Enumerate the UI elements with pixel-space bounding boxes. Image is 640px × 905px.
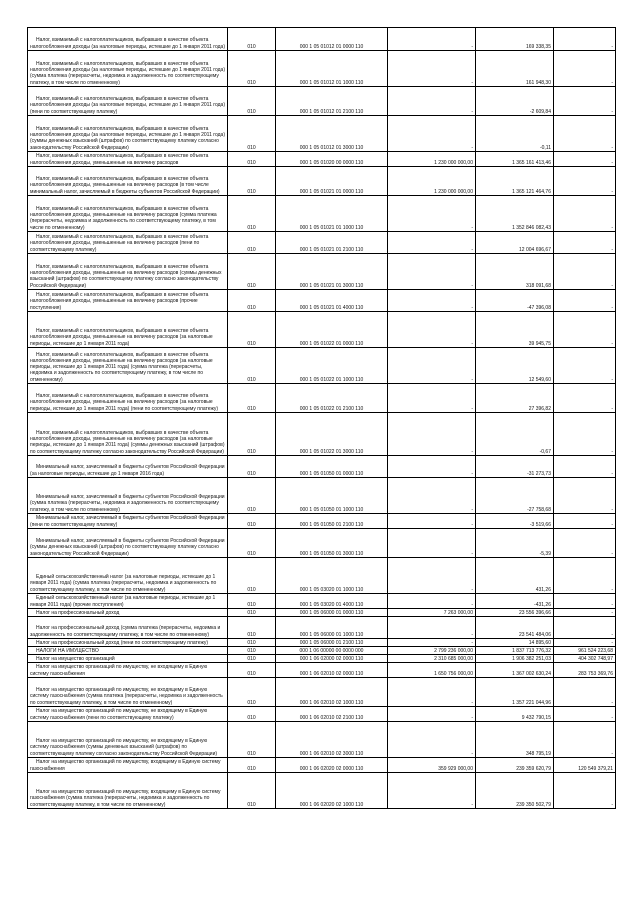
- row-name-cell: [28, 152, 228, 167]
- row-budget-code-cell: 000 1 05 01050 01 0000 110: [276, 456, 388, 478]
- row-executed-cell: 12 549,60: [476, 348, 554, 384]
- row-name-cell: [28, 647, 228, 655]
- row-executed-cell: 14 895,60: [476, 639, 554, 647]
- row-budget-code-cell: 000 1 05 01050 01 2100 110: [276, 514, 388, 529]
- row-line-code-cell: 010: [228, 254, 276, 290]
- row-line-code-cell: 010: [228, 290, 276, 312]
- row-unexecuted-cell: -: [554, 167, 616, 196]
- row-name-cell: [28, 655, 228, 663]
- row-name-text: Минимальный налог, зачисляемый в бюджеты субъектов Российской Федерации (пени по соответствующему платежу): [30, 515, 225, 528]
- row-name-cell: [28, 558, 228, 594]
- row-unexecuted-cell: -: [554, 152, 616, 167]
- table-row: [28, 413, 616, 456]
- row-executed-cell: 1 365 121 464,76: [476, 167, 554, 196]
- row-name-text: Налог, взимаемый с налогоплательщиков, выбравших в качестве объекта налогообложения доходы, уменьшенные на величину расходов (за налоговые периоды, истекшие до 1 января 2011 года) (пени по соответствующему платежу): [30, 393, 219, 412]
- row-executed-cell: 1 365 161 413,46: [476, 152, 554, 167]
- table-row: [28, 384, 616, 413]
- row-approved-plan-cell: 1 230 000 000,00: [388, 167, 476, 196]
- row-executed-cell: 239 350 502,79: [476, 773, 554, 809]
- row-name-cell: [28, 290, 228, 312]
- row-unexecuted-cell: -: [554, 196, 616, 232]
- table-row: [28, 655, 616, 663]
- row-approved-plan-cell: -: [388, 456, 476, 478]
- row-line-code-cell: 010: [228, 758, 276, 773]
- row-line-code-cell: 010: [228, 678, 276, 707]
- row-budget-code-cell: 000 1 06 00000 00 0000 000: [276, 647, 388, 655]
- row-line-code-cell: 010: [228, 558, 276, 594]
- row-name-cell: [28, 758, 228, 773]
- revenue-table: [27, 27, 616, 809]
- row-name-cell: [28, 514, 228, 529]
- row-approved-plan-cell: -: [388, 290, 476, 312]
- revenue-table-body: [28, 28, 616, 809]
- row-budget-code-cell: 000 1 05 01022 01 2100 110: [276, 384, 388, 413]
- row-unexecuted-cell: 961 524 223,68: [554, 647, 616, 655]
- row-approved-plan-cell: 2 310 685 000,00: [388, 655, 476, 663]
- row-line-code-cell: 010: [228, 384, 276, 413]
- row-line-code-cell: 010: [228, 312, 276, 348]
- row-unexecuted-cell: 283 753 369,76: [554, 663, 616, 678]
- row-approved-plan-cell: -: [388, 413, 476, 456]
- row-name-text: Налог на профессиональный доход (пени по соответствующему платежу): [36, 639, 209, 646]
- row-budget-code-cell: 000 1 05 01012 01 2100 110: [276, 87, 388, 116]
- row-executed-cell: 39 945,75: [476, 312, 554, 348]
- row-name-text: Налог на имущество организаций по имуществу, не входящему в Единую систему газоснабжения (суммы денежных взысканий (штрафов) по соответствующему платежу согласно законодательству Российской Федерации): [30, 738, 218, 757]
- table-row: [28, 639, 616, 647]
- row-line-code-cell: 010: [228, 655, 276, 663]
- row-line-code-cell: 010: [228, 722, 276, 758]
- row-unexecuted-cell: -: [554, 707, 616, 722]
- row-budget-code-cell: 000 1 05 03020 01 1000 110: [276, 558, 388, 594]
- row-executed-cell: -431,26: [476, 594, 554, 609]
- row-unexecuted-cell: -: [554, 456, 616, 478]
- row-line-code-cell: 010: [228, 87, 276, 116]
- row-approved-plan-cell: -: [388, 87, 476, 116]
- row-budget-code-cell: 000 1 05 01020 00 0000 110: [276, 152, 388, 167]
- row-name-cell: [28, 529, 228, 558]
- row-name-text: Налог, взимаемый с налогоплательщиков, выбравших в качестве объекта налогообложения доходы (за налоговые периоды, истекшие до 1 января 2011 года) (пени по соответствующему платежу): [30, 96, 225, 115]
- table-row: [28, 196, 616, 232]
- row-name-text: Налог, взимаемый с налогоплательщиков, выбравших в качестве объекта налогообложения доходы, уменьшенные на величину расходов (за налоговые периоды, истекшие до 1 января 2011 года): [30, 328, 213, 347]
- row-budget-code-cell: 000 1 06 02000 02 0000 110: [276, 655, 388, 663]
- row-budget-code-cell: 000 1 05 06000 01 0000 110: [276, 609, 388, 617]
- row-line-code-cell: 010: [228, 707, 276, 722]
- row-approved-plan-cell: 1 650 756 000,00: [388, 663, 476, 678]
- row-line-code-cell: 010: [228, 529, 276, 558]
- row-executed-cell: 431,26: [476, 558, 554, 594]
- row-line-code-cell: 010: [228, 152, 276, 167]
- row-budget-code-cell: 000 1 06 02010 02 2100 110: [276, 707, 388, 722]
- row-approved-plan-cell: -: [388, 478, 476, 514]
- row-name-cell: [28, 254, 228, 290]
- table-row: [28, 617, 616, 639]
- row-name-cell: [28, 232, 228, 254]
- row-unexecuted-cell: -: [554, 594, 616, 609]
- row-executed-cell: 1 357 221 044,96: [476, 678, 554, 707]
- row-name-text: Налог, взимаемый с налогоплательщиков, выбравших в качестве объекта налогообложения доходы, уменьшенные на величину расходов (сумма платежа (перерасчеты, недоимка и задолженность по соответствующему платежу, в том числе по отмененному): [30, 205, 217, 231]
- row-name-text: Налог, взимаемый с налогоплательщиков, выбравших в качестве объекта налогообложения доходы, уменьшенные на величину расходов (пени по соответствующему платежу): [30, 234, 209, 253]
- table-row: [28, 28, 616, 51]
- row-approved-plan-cell: -: [388, 773, 476, 809]
- row-line-code-cell: 010: [228, 594, 276, 609]
- row-unexecuted-cell: -: [554, 28, 616, 51]
- row-approved-plan-cell: 1 230 000 000,00: [388, 152, 476, 167]
- row-approved-plan-cell: 359 929 000,00: [388, 758, 476, 773]
- row-executed-cell: 9 432 790,15: [476, 707, 554, 722]
- row-executed-cell: 23 556 396,66: [476, 609, 554, 617]
- row-name-text: Налог, взимаемый с налогоплательщиков, выбравших в качестве объекта налогообложения доходы, уменьшенные на величину расходов: [30, 153, 209, 166]
- row-name-cell: [28, 722, 228, 758]
- row-unexecuted-cell: -: [554, 87, 616, 116]
- row-name-text: Налог на имущество организаций по имуществу, входящему в Единую систему газоснабжения: [30, 759, 221, 772]
- table-row: [28, 116, 616, 152]
- row-name-text: Налог на профессиональный доход (сумма платежа (перерасчеты, недоимка и задолженность по соответствующему платежу, в том числе по отмененному): [30, 625, 221, 638]
- row-name-cell: [28, 384, 228, 413]
- row-name-text: Налог, взимаемый с налогоплательщиков, выбравших в качестве объекта налогообложения доходы, уменьшенные на величину расходов (прочие поступления): [30, 292, 209, 311]
- row-name-cell: [28, 707, 228, 722]
- row-line-code-cell: 010: [228, 456, 276, 478]
- row-line-code-cell: 010: [228, 663, 276, 678]
- table-row: [28, 87, 616, 116]
- table-row: [28, 167, 616, 196]
- row-line-code-cell: 010: [228, 51, 276, 87]
- row-approved-plan-cell: -: [388, 348, 476, 384]
- row-line-code-cell: 010: [228, 413, 276, 456]
- row-budget-code-cell: 000 1 05 01021 01 4000 110: [276, 290, 388, 312]
- row-approved-plan-cell: -: [388, 594, 476, 609]
- row-executed-cell: 348 795,19: [476, 722, 554, 758]
- row-unexecuted-cell: -: [554, 529, 616, 558]
- row-approved-plan-cell: -: [388, 529, 476, 558]
- row-unexecuted-cell: -: [554, 254, 616, 290]
- row-name-text: Налог, взимаемый с налогоплательщиков, выбравших в качестве объекта налогообложения доходы (за налоговые периоды, истекшие до 1 января 2011 года) (сумма платежа (перерасчеты, недоимка и задолженность по соответствующему платежу, в том числе по отмененному): [30, 60, 225, 86]
- table-row: [28, 773, 616, 809]
- table-row: [28, 529, 616, 558]
- row-name-cell: [28, 663, 228, 678]
- row-approved-plan-cell: -: [388, 558, 476, 594]
- row-name-cell: [28, 348, 228, 384]
- table-row: [28, 707, 616, 722]
- row-name-cell: [28, 617, 228, 639]
- row-name-cell: [28, 413, 228, 456]
- table-row: [28, 456, 616, 478]
- row-name-cell: [28, 116, 228, 152]
- row-name-cell: [28, 456, 228, 478]
- row-name-text: Налог, взимаемый с налогоплательщиков, выбравших в качестве объекта налогообложения доходы, уменьшенные на величину расходов (суммы денежных взысканий (штрафов) по соответствующему платежу согласно законодательству Российской Федерации): [30, 263, 222, 289]
- row-name-text: Налог на имущество организаций по имуществу, не входящему в Единую систему газоснабжения: [30, 664, 208, 677]
- row-budget-code-cell: 000 1 05 03020 01 4000 110: [276, 594, 388, 609]
- table-row: [28, 152, 616, 167]
- row-approved-plan-cell: -: [388, 722, 476, 758]
- row-name-text: Налог на имущество организаций: [36, 655, 115, 662]
- row-executed-cell: -5,39: [476, 529, 554, 558]
- row-unexecuted-cell: 404 302 748,97: [554, 655, 616, 663]
- row-executed-cell: -31 273,73: [476, 456, 554, 478]
- row-executed-cell: 12 004 696,67: [476, 232, 554, 254]
- row-budget-code-cell: 000 1 06 02010 02 1000 110: [276, 678, 388, 707]
- row-budget-code-cell: 000 1 05 01021 01 2100 110: [276, 232, 388, 254]
- row-line-code-cell: 010: [228, 478, 276, 514]
- row-name-cell: [28, 678, 228, 707]
- row-budget-code-cell: 000 1 05 01022 01 0000 110: [276, 312, 388, 348]
- row-approved-plan-cell: 2 799 236 000,00: [388, 647, 476, 655]
- row-approved-plan-cell: -: [388, 28, 476, 51]
- row-budget-code-cell: 000 1 05 01021 01 1000 110: [276, 196, 388, 232]
- row-unexecuted-cell: -: [554, 722, 616, 758]
- table-row: [28, 478, 616, 514]
- row-line-code-cell: 010: [228, 232, 276, 254]
- row-unexecuted-cell: -: [554, 773, 616, 809]
- table-row: [28, 290, 616, 312]
- row-name-text: Налог на имущество организаций по имуществу, не входящему в Единую систему газоснабжения (сумма платежа (перерасчеты, недоимка и задолженность по соответствующему платежу, в том числе по отмененному): [30, 687, 223, 706]
- row-executed-cell: 318 091,68: [476, 254, 554, 290]
- row-name-cell: [28, 196, 228, 232]
- table-row: [28, 51, 616, 87]
- row-unexecuted-cell: -: [554, 51, 616, 87]
- row-executed-cell: -47 396,08: [476, 290, 554, 312]
- row-name-text: Налог, взимаемый с налогоплательщиков, выбравших в качестве объекта налогообложения доходы, уменьшенные на величину расходов (в том числе минимальный налог, зачисляемый в бюджеты субъектов Российской Федерации): [30, 176, 220, 195]
- row-name-cell: [28, 312, 228, 348]
- row-approved-plan-cell: -: [388, 514, 476, 529]
- row-budget-code-cell: 000 1 06 02010 02 3000 110: [276, 722, 388, 758]
- table-row: [28, 678, 616, 707]
- row-executed-cell: 27 396,82: [476, 384, 554, 413]
- row-unexecuted-cell: -: [554, 678, 616, 707]
- row-approved-plan-cell: -: [388, 254, 476, 290]
- row-name-text: Налог, взимаемый с налогоплательщиков, выбравших в качестве объекта налогообложения доходы, уменьшенные на величину расходов (за налоговые периоды, истекшие до 1 января 2011 года) (суммы денежных взысканий (штрафов) по соответствующему платежу согласно законодательству Российской Федерации): [30, 429, 225, 455]
- row-line-code-cell: 010: [228, 167, 276, 196]
- table-row: [28, 647, 616, 655]
- row-name-cell: [28, 167, 228, 196]
- row-name-cell: [28, 51, 228, 87]
- row-unexecuted-cell: -: [554, 413, 616, 456]
- row-name-cell: [28, 87, 228, 116]
- row-approved-plan-cell: -: [388, 116, 476, 152]
- row-name-text: Налог на профессиональный доход: [36, 609, 120, 616]
- row-name-text: Налог на имущество организаций по имуществу, не входящему в Единую систему газоснабжения (пени по соответствующему платежу): [30, 708, 208, 721]
- row-approved-plan-cell: -: [388, 639, 476, 647]
- row-unexecuted-cell: -: [554, 558, 616, 594]
- row-budget-code-cell: 000 1 05 01022 01 3000 110: [276, 413, 388, 456]
- row-line-code-cell: 010: [228, 196, 276, 232]
- row-budget-code-cell: 000 1 05 01012 01 3000 110: [276, 116, 388, 152]
- row-unexecuted-cell: -: [554, 609, 616, 617]
- row-approved-plan-cell: -: [388, 312, 476, 348]
- row-line-code-cell: 010: [228, 28, 276, 51]
- row-budget-code-cell: 000 1 06 02020 02 0000 110: [276, 758, 388, 773]
- row-approved-plan-cell: -: [388, 678, 476, 707]
- row-name-text: Единый сельскохозяйственный налог (за налоговые периоды, истекшие до 1 января 2011 года) (прочие поступления): [30, 595, 216, 608]
- row-approved-plan-cell: -: [388, 707, 476, 722]
- row-line-code-cell: 010: [228, 609, 276, 617]
- row-executed-cell: 161 948,30: [476, 51, 554, 87]
- row-budget-code-cell: 000 1 05 01021 01 3000 110: [276, 254, 388, 290]
- row-line-code-cell: 010: [228, 617, 276, 639]
- row-unexecuted-cell: -: [554, 617, 616, 639]
- row-budget-code-cell: 000 1 05 01012 01 1000 110: [276, 51, 388, 87]
- row-budget-code-cell: 000 1 05 01022 01 1000 110: [276, 348, 388, 384]
- row-line-code-cell: 010: [228, 116, 276, 152]
- row-name-cell: [28, 773, 228, 809]
- row-unexecuted-cell: -: [554, 348, 616, 384]
- row-approved-plan-cell: -: [388, 51, 476, 87]
- table-row: [28, 312, 616, 348]
- row-name-text: Минимальный налог, зачисляемый в бюджеты субъектов Российской Федерации (за налоговые периоды, истекшие до 1 января 2016 года): [30, 464, 225, 477]
- row-budget-code-cell: 000 1 05 01050 01 1000 110: [276, 478, 388, 514]
- table-row: [28, 514, 616, 529]
- row-budget-code-cell: 000 1 06 02010 02 0000 110: [276, 663, 388, 678]
- row-approved-plan-cell: -: [388, 384, 476, 413]
- row-name-cell: [28, 478, 228, 514]
- row-line-code-cell: 010: [228, 514, 276, 529]
- row-line-code-cell: 010: [228, 647, 276, 655]
- row-budget-code-cell: 000 1 05 01050 01 3000 110: [276, 529, 388, 558]
- row-name-cell: [28, 639, 228, 647]
- row-budget-code-cell: 000 1 05 06000 01 1000 110: [276, 617, 388, 639]
- row-unexecuted-cell: -: [554, 232, 616, 254]
- table-row: [28, 594, 616, 609]
- row-executed-cell: 1 906 382 251,03: [476, 655, 554, 663]
- row-executed-cell: 239 359 620,79: [476, 758, 554, 773]
- table-row: [28, 663, 616, 678]
- row-name-text: Налог на имущество организаций по имуществу, входящему в Единую систему газоснабжения (сумма платежа (перерасчеты, недоимка и задолженность по соответствующему платежу, в том числе по отмененному): [30, 789, 221, 808]
- row-unexecuted-cell: -: [554, 290, 616, 312]
- row-executed-cell: 1 367 002 630,24: [476, 663, 554, 678]
- row-budget-code-cell: 000 1 05 01021 01 0000 110: [276, 167, 388, 196]
- row-name-text: НАЛОГИ НА ИМУЩЕСТВО: [36, 647, 99, 654]
- row-unexecuted-cell: -: [554, 116, 616, 152]
- row-approved-plan-cell: -: [388, 617, 476, 639]
- row-executed-cell: 1 837 713 776,32: [476, 647, 554, 655]
- row-name-text: Единый сельскохозяйственный налог (за налоговые периоды, истекшие до 1 января 2011 года) (сумма платежа (перерасчеты, недоимка и задолженность по соответствующему платежу, в том числе по отмененному): [30, 574, 217, 593]
- row-name-cell: [28, 609, 228, 617]
- row-line-code-cell: 010: [228, 639, 276, 647]
- row-approved-plan-cell: -: [388, 196, 476, 232]
- row-executed-cell: -3 519,66: [476, 514, 554, 529]
- row-budget-code-cell: 000 1 05 06000 01 2100 110: [276, 639, 388, 647]
- row-executed-cell: -27 758,68: [476, 478, 554, 514]
- row-name-text: Минимальный налог, зачисляемый в бюджеты субъектов Российской Федерации (суммы денежных взысканий (штрафов) по соответствующему платежу согласно законодательству Российской Федерации): [30, 538, 225, 557]
- table-row: [28, 232, 616, 254]
- row-budget-code-cell: 000 1 06 02020 02 1000 110: [276, 773, 388, 809]
- row-unexecuted-cell: -: [554, 514, 616, 529]
- table-row: [28, 254, 616, 290]
- row-name-cell: [28, 594, 228, 609]
- row-executed-cell: -0,67: [476, 413, 554, 456]
- row-line-code-cell: 010: [228, 348, 276, 384]
- row-approved-plan-cell: -: [388, 232, 476, 254]
- row-name-text: Налог, взимаемый с налогоплательщиков, выбравших в качестве объекта налогообложения доходы, уменьшенные на величину расходов (за налоговые периоды, истекшие до 1 января 2011 года) (сумма платежа (перерасчеты, недоимка и задолженность по соответствующему платежу, в том числе по отмененному): [30, 351, 213, 383]
- row-unexecuted-cell: -: [554, 478, 616, 514]
- row-line-code-cell: 010: [228, 773, 276, 809]
- row-unexecuted-cell: -: [554, 312, 616, 348]
- row-unexecuted-cell: -: [554, 639, 616, 647]
- row-unexecuted-cell: -: [554, 384, 616, 413]
- table-row: [28, 758, 616, 773]
- row-unexecuted-cell: 120 549 379,21: [554, 758, 616, 773]
- row-name-text: Минимальный налог, зачисляемый в бюджеты субъектов Российской Федерации (сумма платежа (перерасчеты, недоимка и задолженность по соответствующему платежу, в том числе по отмененному): [30, 494, 225, 513]
- row-executed-cell: -2 609,84: [476, 87, 554, 116]
- row-executed-cell: 23 541 484,06: [476, 617, 554, 639]
- table-row: [28, 609, 616, 617]
- table-row: [28, 722, 616, 758]
- row-name-cell: [28, 28, 228, 51]
- row-executed-cell: -0,11: [476, 116, 554, 152]
- row-approved-plan-cell: 7 263 000,00: [388, 609, 476, 617]
- table-row: [28, 558, 616, 594]
- row-executed-cell: 1 352 846 082,43: [476, 196, 554, 232]
- row-name-text: Налог, взимаемый с налогоплательщиков, выбравших в качестве объекта налогообложения доходы (за налоговые периоды, истекшие до 1 января 2011 года): [30, 37, 225, 50]
- row-budget-code-cell: 000 1 05 01012 01 0000 110: [276, 28, 388, 51]
- row-name-text: Налог, взимаемый с налогоплательщиков, выбравших в качестве объекта налогообложения доходы (за налоговые периоды, истекшие до 1 января 2011 года) (суммы денежных взысканий (штрафов) по соответствующему платежу согласно законодательству Российской Федерации): [30, 125, 225, 151]
- table-row: [28, 348, 616, 384]
- row-executed-cell: 169 338,35: [476, 28, 554, 51]
